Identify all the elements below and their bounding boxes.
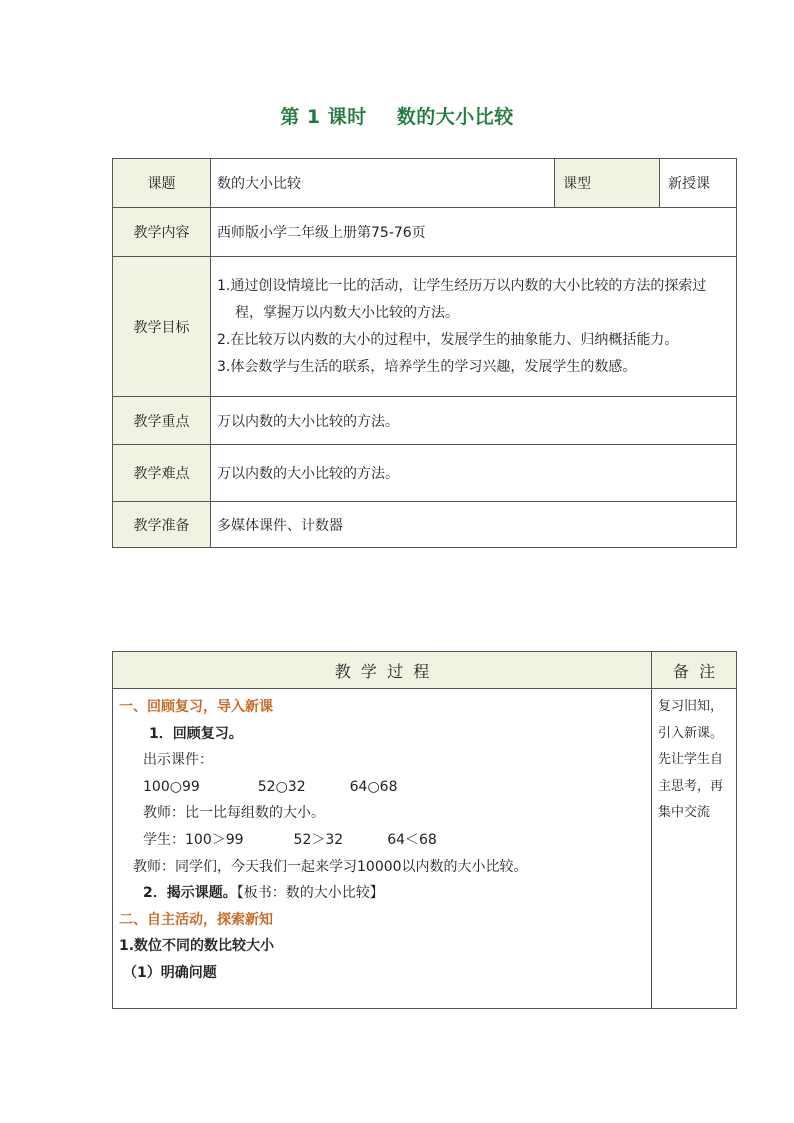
- notes-header: 备 注: [652, 652, 737, 689]
- goal-item: 2.在比较万以内数的大小的过程中，发展学生的抽象能力、归纳概括能力。: [217, 331, 679, 348]
- step-reveal: [119, 880, 645, 907]
- prep-value: 多媒体课件、计数器: [211, 502, 737, 548]
- content-value: 西师版小学二年级上册第75-76页: [211, 208, 737, 257]
- subject-label: 课题: [113, 159, 211, 208]
- prep-row: [113, 502, 737, 548]
- answer-1: 100＞99: [185, 831, 244, 848]
- step-reveal-label: 2．揭示课题。: [143, 885, 237, 902]
- board-note: 【板书：数的大小比较】: [236, 885, 384, 902]
- key-label: 教学重点: [113, 397, 211, 445]
- subsection-problem: （1）明确问题: [123, 964, 217, 981]
- subsection-digits: 1.数位不同的数比较大小: [119, 938, 275, 955]
- student-answers: [119, 827, 645, 854]
- goals-label: 教学目标: [113, 257, 211, 397]
- teaching-process-table: [112, 651, 737, 1009]
- compare-exercises: [119, 774, 645, 801]
- type-value: 新授课: [660, 159, 737, 208]
- difficulty-value: 万以内数的大小比较的方法。: [211, 445, 737, 502]
- teacher-intro: 教师：同学们，今天我们一起来学习10000以内数的大小比较。: [133, 858, 528, 875]
- page-title: [0, 102, 794, 129]
- key-row: [113, 397, 737, 445]
- key-value: 万以内数的大小比较的方法。: [211, 397, 737, 445]
- answer-2: 52＞32: [293, 831, 344, 848]
- teacher-prompt: 教师：比一比每组数的大小。: [143, 805, 325, 822]
- prep-label: 教学准备: [113, 502, 211, 548]
- compare-1: 100○99: [143, 778, 200, 795]
- step-review: 1．回顾复习。: [149, 725, 243, 742]
- goals-row: [113, 257, 737, 397]
- subject-value: 数的大小比较: [211, 159, 555, 208]
- content-label: 教学内容: [113, 208, 211, 257]
- process-notes: 复习旧知，引入新课。先让学生自主思考，再集中交流: [652, 689, 737, 1009]
- lesson-info-table: [112, 158, 737, 548]
- student-prefix: 学生：: [143, 831, 185, 848]
- subject-row: [113, 159, 737, 208]
- content-row: [113, 208, 737, 257]
- lesson-topic: 数的大小比较: [396, 106, 514, 128]
- goal-item: 3.体会数学与生活的联系，培养学生的学习兴趣，发展学生的数感。: [217, 358, 637, 375]
- process-header-row: [113, 652, 737, 689]
- lesson-number: 第 1 课时: [280, 106, 367, 128]
- goals-list: [211, 257, 737, 397]
- type-label: 课型: [555, 159, 660, 208]
- process-header: 教 学 过 程: [113, 652, 652, 689]
- compare-3: 64○68: [349, 778, 398, 795]
- process-body-row: [113, 689, 737, 1009]
- process-content: [113, 689, 652, 1009]
- answer-3: 64＜68: [387, 831, 437, 848]
- show-courseware: 出示课件：: [143, 752, 213, 769]
- goal-item: 1.通过创设情境比一比的活动，让学生经历万以内数的大小比较的方法的探索过程，掌握万以内数大小比较的方法。: [217, 277, 707, 321]
- section-review-heading: 一、回顾复习，导入新课: [119, 699, 273, 715]
- difficulty-label: 教学难点: [113, 445, 211, 502]
- compare-2: 52○32: [257, 778, 306, 795]
- difficulty-row: [113, 445, 737, 502]
- section-explore-heading: 二、自主活动，探索新知: [119, 911, 273, 928]
